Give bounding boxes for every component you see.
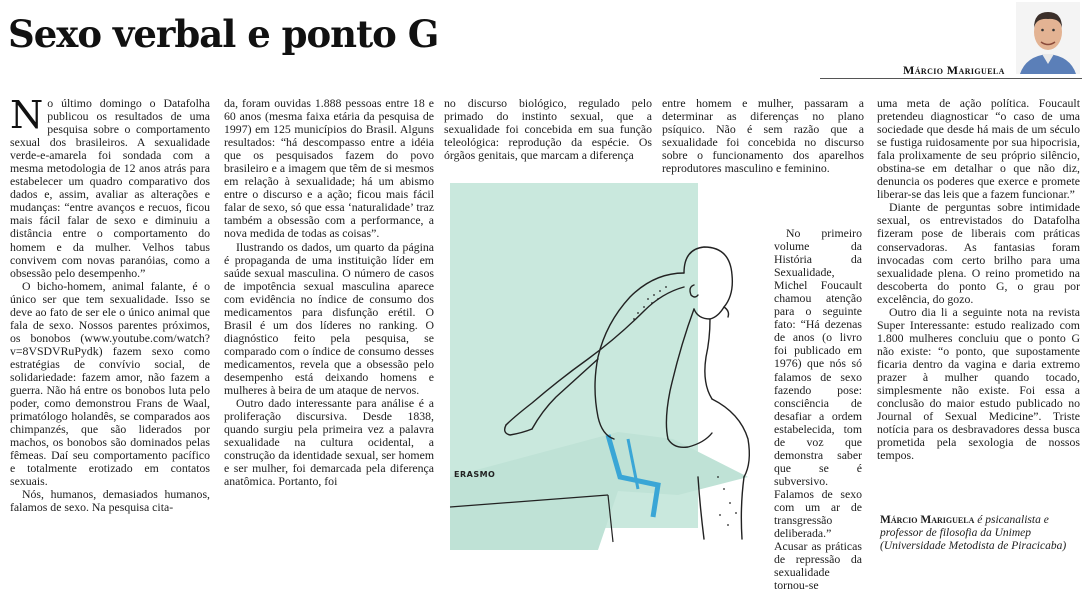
paragraph: Ilustrando os dados, um quarto da página é propaganda de uma instituição líder em saúde sexual masculina. O número de casos de impotência sexual masculina aparece com evidência no índice de consumo dos medicamentos para disfunção erétil. O Brasil é um dos líderes no ranking. O diagnóstico feito pela pesquisa, se comparado com o índice de consumo desses medicamentos, revela que a obsessão pelo desempenho está deixando homens e mulheres à beira de um ataque de nervos. bbox=[224, 239, 434, 398]
paragraph bbox=[10, 93, 210, 280]
author-credit-name: Márcio Mariguela bbox=[880, 514, 975, 526]
paragraph: Diante de perguntas sobre intimidade sexual, os entrevistados do Datafolha fizeram pose de liberais com práticas conservadoras. As fantasias foram invocadas com certo brilho para uma sexualidade plena. O reino prometido na descoberta do ponto G, o grau por excelência, do gozo. bbox=[877, 200, 1080, 306]
author-credit-role: é psicanalista e professor de filosofia da Unimep (Universidade Metodista de Piracicaba) bbox=[880, 514, 1067, 553]
article-column-6 bbox=[877, 97, 1080, 462]
paragraph: Nós, humanos, demasiados humanos, falamos de sexo. Na pesquisa cita- bbox=[10, 487, 210, 515]
paragraph: Outro dado interessante para análise é a proliferação discursiva. Desde 1838, quando surgiu pela primeira vez a palavra sexualidade na cultura ocidental, a construção da identidade sexual, ser homem e ser mulher, foi demarcada pela diferença anatômica. Portanto, foi bbox=[224, 396, 434, 489]
paragraph: No primeiro volume da História da Sexualidade, Michel Foucault chamou atenção para o seguinte fato: “Há dezenas de anos (o livro foi publicado em 1976) que nós só falamos de sexo fazendo pose: consciência de desafiar a ordem estabelecida, tom de voz que demonstra saber que se é subversivo. Falamos de sexo com um ar de transgressão deliberada.” Acusar as práticas de repressão da sexualidade tornou-se bbox=[774, 226, 862, 592]
article-column-3 bbox=[444, 97, 652, 162]
illustrator-signature: ERASMO bbox=[454, 470, 496, 479]
article-column-1 bbox=[10, 93, 210, 515]
article-column-2 bbox=[224, 97, 434, 488]
paragraph: O bicho-homem, animal falante, é o único ser que tem sexualidade. Isso se deve ao fato de ser ele o único animal que fala de sexo. Nossos parentes próximos, os bonobos (www.youtube.com/watch?v=8VSDVRuPydk) fazem sexo como estratégias de convívio social, de solidariedade: fazem amor, não fazem a guerra. Não há entre os bonobos luta pelo poder, como demonstrou Frans de Waal, primatólogo holandês, se comparados aos chimpanzés, que são liderados por machos, os bonobos são dominados pelas fêmeas. Daí seu comportamento pacífico e totalmente erotizado em contatos sexuais. bbox=[10, 278, 210, 489]
paragraph: Outro dia li a seguinte nota na revista Super Interessante: estudo realizado com 1.800 mulheres concluiu que o ponto G não existe: “o ponto, que supostamente ficaria dentro da vagina e daria extremo prazer à mulher quando tocado, simplesmente não existe. Foi essa a conclusão do maior estudo publicado no Journal of Sexual Medicine”. Triste notícia para os desbravadores dessa busca prometida pela sexologia de nossos tempos. bbox=[877, 304, 1080, 463]
author-photo bbox=[1016, 2, 1080, 74]
paragraph-text: o último domingo o Datafolha publicou os resultados de uma pesquisa sobre o comportamento sexual dos brasileiros. A sexualidade verde-e-amarela foi sondada com a mesma metodologia de 12 anos atrás para estabelecer um quadro comparativo dos dados e, assim, avaliar as alterações e mudanças: “entre avanços e recuos, ficou mais fácil falar de sexo e diminuiu a distância entre o comportamento do homem e da mulher. Velhos tabus convivem com novas paranóias, como a obsessão pelo desempenho.” bbox=[10, 96, 210, 280]
article-column-5 bbox=[774, 227, 862, 592]
article-illustration bbox=[448, 177, 761, 550]
headline: Sexo verbal e ponto G bbox=[8, 12, 439, 56]
author-byline: Márcio Mariguela bbox=[903, 63, 1005, 77]
article-column-4 bbox=[662, 97, 864, 175]
paragraph: no discurso biológico, regulado pelo primado do instinto sexual, que a sexualidade foi concebida em sua função teleológica: reprodução da espécie. Os órgãos genitais, que marcam a diferença bbox=[444, 96, 652, 163]
paragraph: entre homem e mulher, passaram a determinar as diferenças no plano psíquico. Não é sem razão que a sexualidade foi concebida no discurso sobre o funcionamento dos aparelhos reprodutores masculino e feminino. bbox=[662, 96, 864, 176]
seated-man-illustration bbox=[448, 177, 761, 550]
author-portrait-icon bbox=[1016, 2, 1080, 74]
drop-cap: N bbox=[10, 93, 44, 137]
author-credit bbox=[880, 514, 1080, 554]
paragraph: uma meta de ação política. Foucault pretendeu diagnosticar “o caso de uma sociedade que desde há mais de um século se fustiga ruidosamente por sua hipocrisia, fala prolixamente de seu próprio silêncio, obstina-se em detalhar o que não diz, denuncia os poderes que exerce e promete liberar-se das leis que a fazem funcionar.” bbox=[877, 96, 1080, 202]
byline-rule bbox=[820, 78, 1082, 79]
paragraph: da, foram ouvidas 1.888 pessoas entre 18 e 60 anos (mesma faixa etária da pesquisa de 1997) em 125 municípios do Brasil. Alguns resultados: “há descompasso entre a idéia que os pesquisados fazem do povo brasileiro e a imagem que têm de si mesmos em relação à sexualidade; há um abismo entre o discurso e a ação; ficou mais fácil falar de sexo, só que essa ‘naturalidade’ traz também a obsessão com a performance, a nova medida de todas as coisas”. bbox=[224, 96, 434, 241]
